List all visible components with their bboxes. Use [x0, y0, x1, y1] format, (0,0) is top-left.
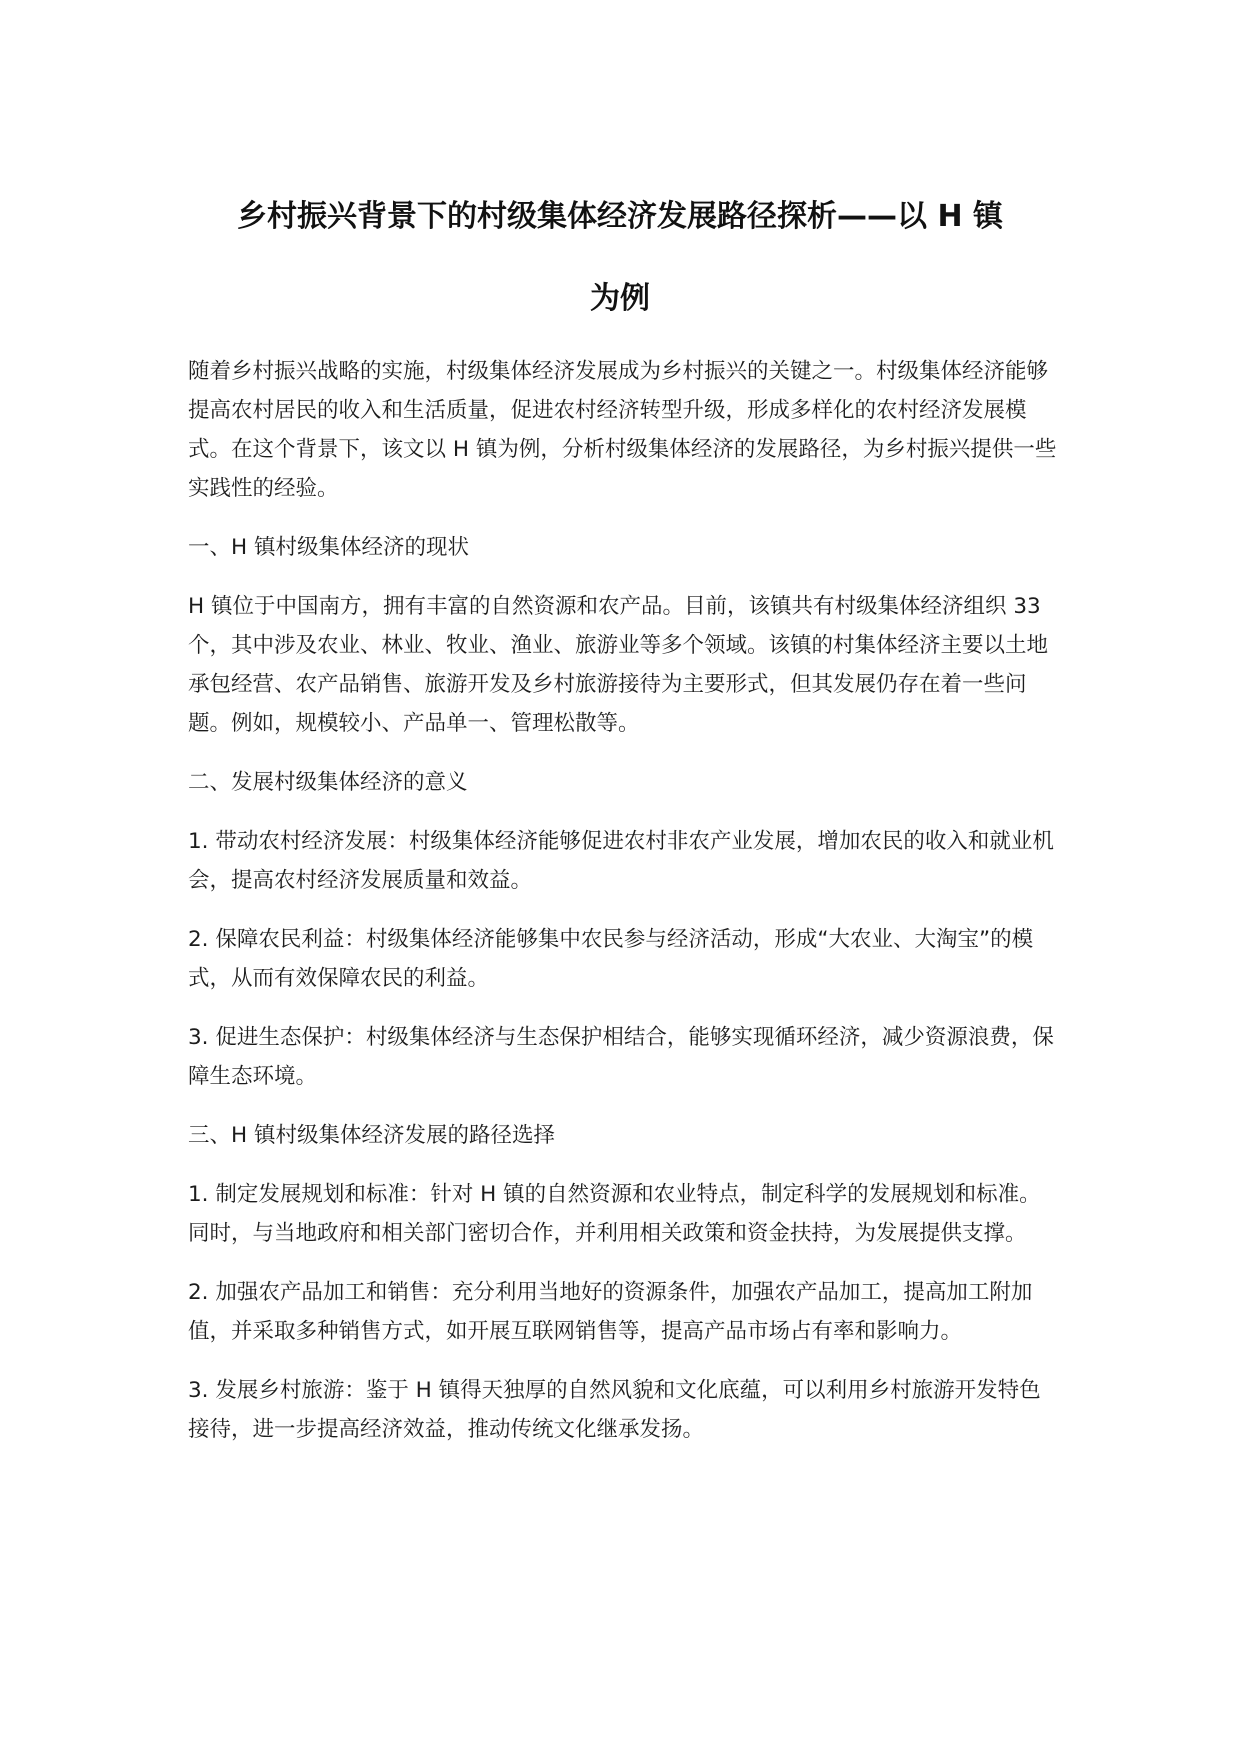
- title-line-1: 乡村振兴背景下的村级集体经济发展路径探析——以 H 镇: [237, 199, 1003, 234]
- section-heading-2: 二、发展村级集体经济的意义: [188, 770, 468, 795]
- section-heading-1: 一、H 镇村级集体经济的现状: [188, 535, 470, 560]
- path-item-1: 1. 制定发展规划和标准：针对 H 镇的自然资源和农业特点，制定科学的发展规划和标准。同时，与当地政府和相关部门密切合作，并利用相关政策和资金扶持，为发展提供支撑。: [188, 1182, 1041, 1246]
- path-item-2: 2. 加强农产品加工和销售：充分利用当地好的资源条件，加强农产品加工，提高加工附加值，并采取多种销售方式，如开展互联网销售等，提高产品市场占有率和影响力。: [188, 1280, 1033, 1344]
- status-paragraph: H 镇位于中国南方，拥有丰富的自然资源和农产品。目前，该镇共有村级集体经济组织 33 个，其中涉及农业、林业、牧业、渔业、旅游业等多个领域。该镇的村集体经济主要以土地承包经营、农产品销售、旅游开发及乡村旅游接待为主要形式，但其发展仍存在着一些问题。例如，规模较小、产品单一、管理松散等。: [188, 594, 1049, 736]
- significance-item-1: 1. 带动农村经济发展：村级集体经济能够促进农村非农产业发展，增加农民的收入和就业机会，提高农村经济发展质量和效益。: [188, 829, 1054, 893]
- intro-paragraph: 随着乡村振兴战略的实施，村级集体经济发展成为乡村振兴的关键之一。村级集体经济能够提高农村居民的收入和生活质量，促进农村经济转型升级，形成多样化的农村经济发展模式。在这个背景下，该文以 H 镇为例，分析村级集体经济的发展路径，为乡村振兴提供一些实践性的经验。: [188, 359, 1057, 501]
- document-title: [160, 176, 1080, 340]
- significance-item-2: 2. 保障农民利益：村级集体经济能够集中农民参与经济活动，形成“大农业、大淘宝”的模式，从而有效保障农民的利益。: [188, 927, 1034, 991]
- section-heading-3: 三、H 镇村级集体经济发展的路径选择: [188, 1123, 556, 1148]
- significance-item-3: 3. 促进生态保护：村级集体经济与生态保护相结合，能够实现循环经济，减少资源浪费，保障生态环境。: [188, 1025, 1054, 1089]
- path-item-3: 3. 发展乡村旅游：鉴于 H 镇得天独厚的自然风貌和文化底蕴，可以利用乡村旅游开发特色接待，进一步提高经济效益，推动传统文化继承发扬。: [188, 1378, 1041, 1442]
- title-line-2: 为例: [590, 281, 650, 316]
- document-body: [188, 352, 1058, 1469]
